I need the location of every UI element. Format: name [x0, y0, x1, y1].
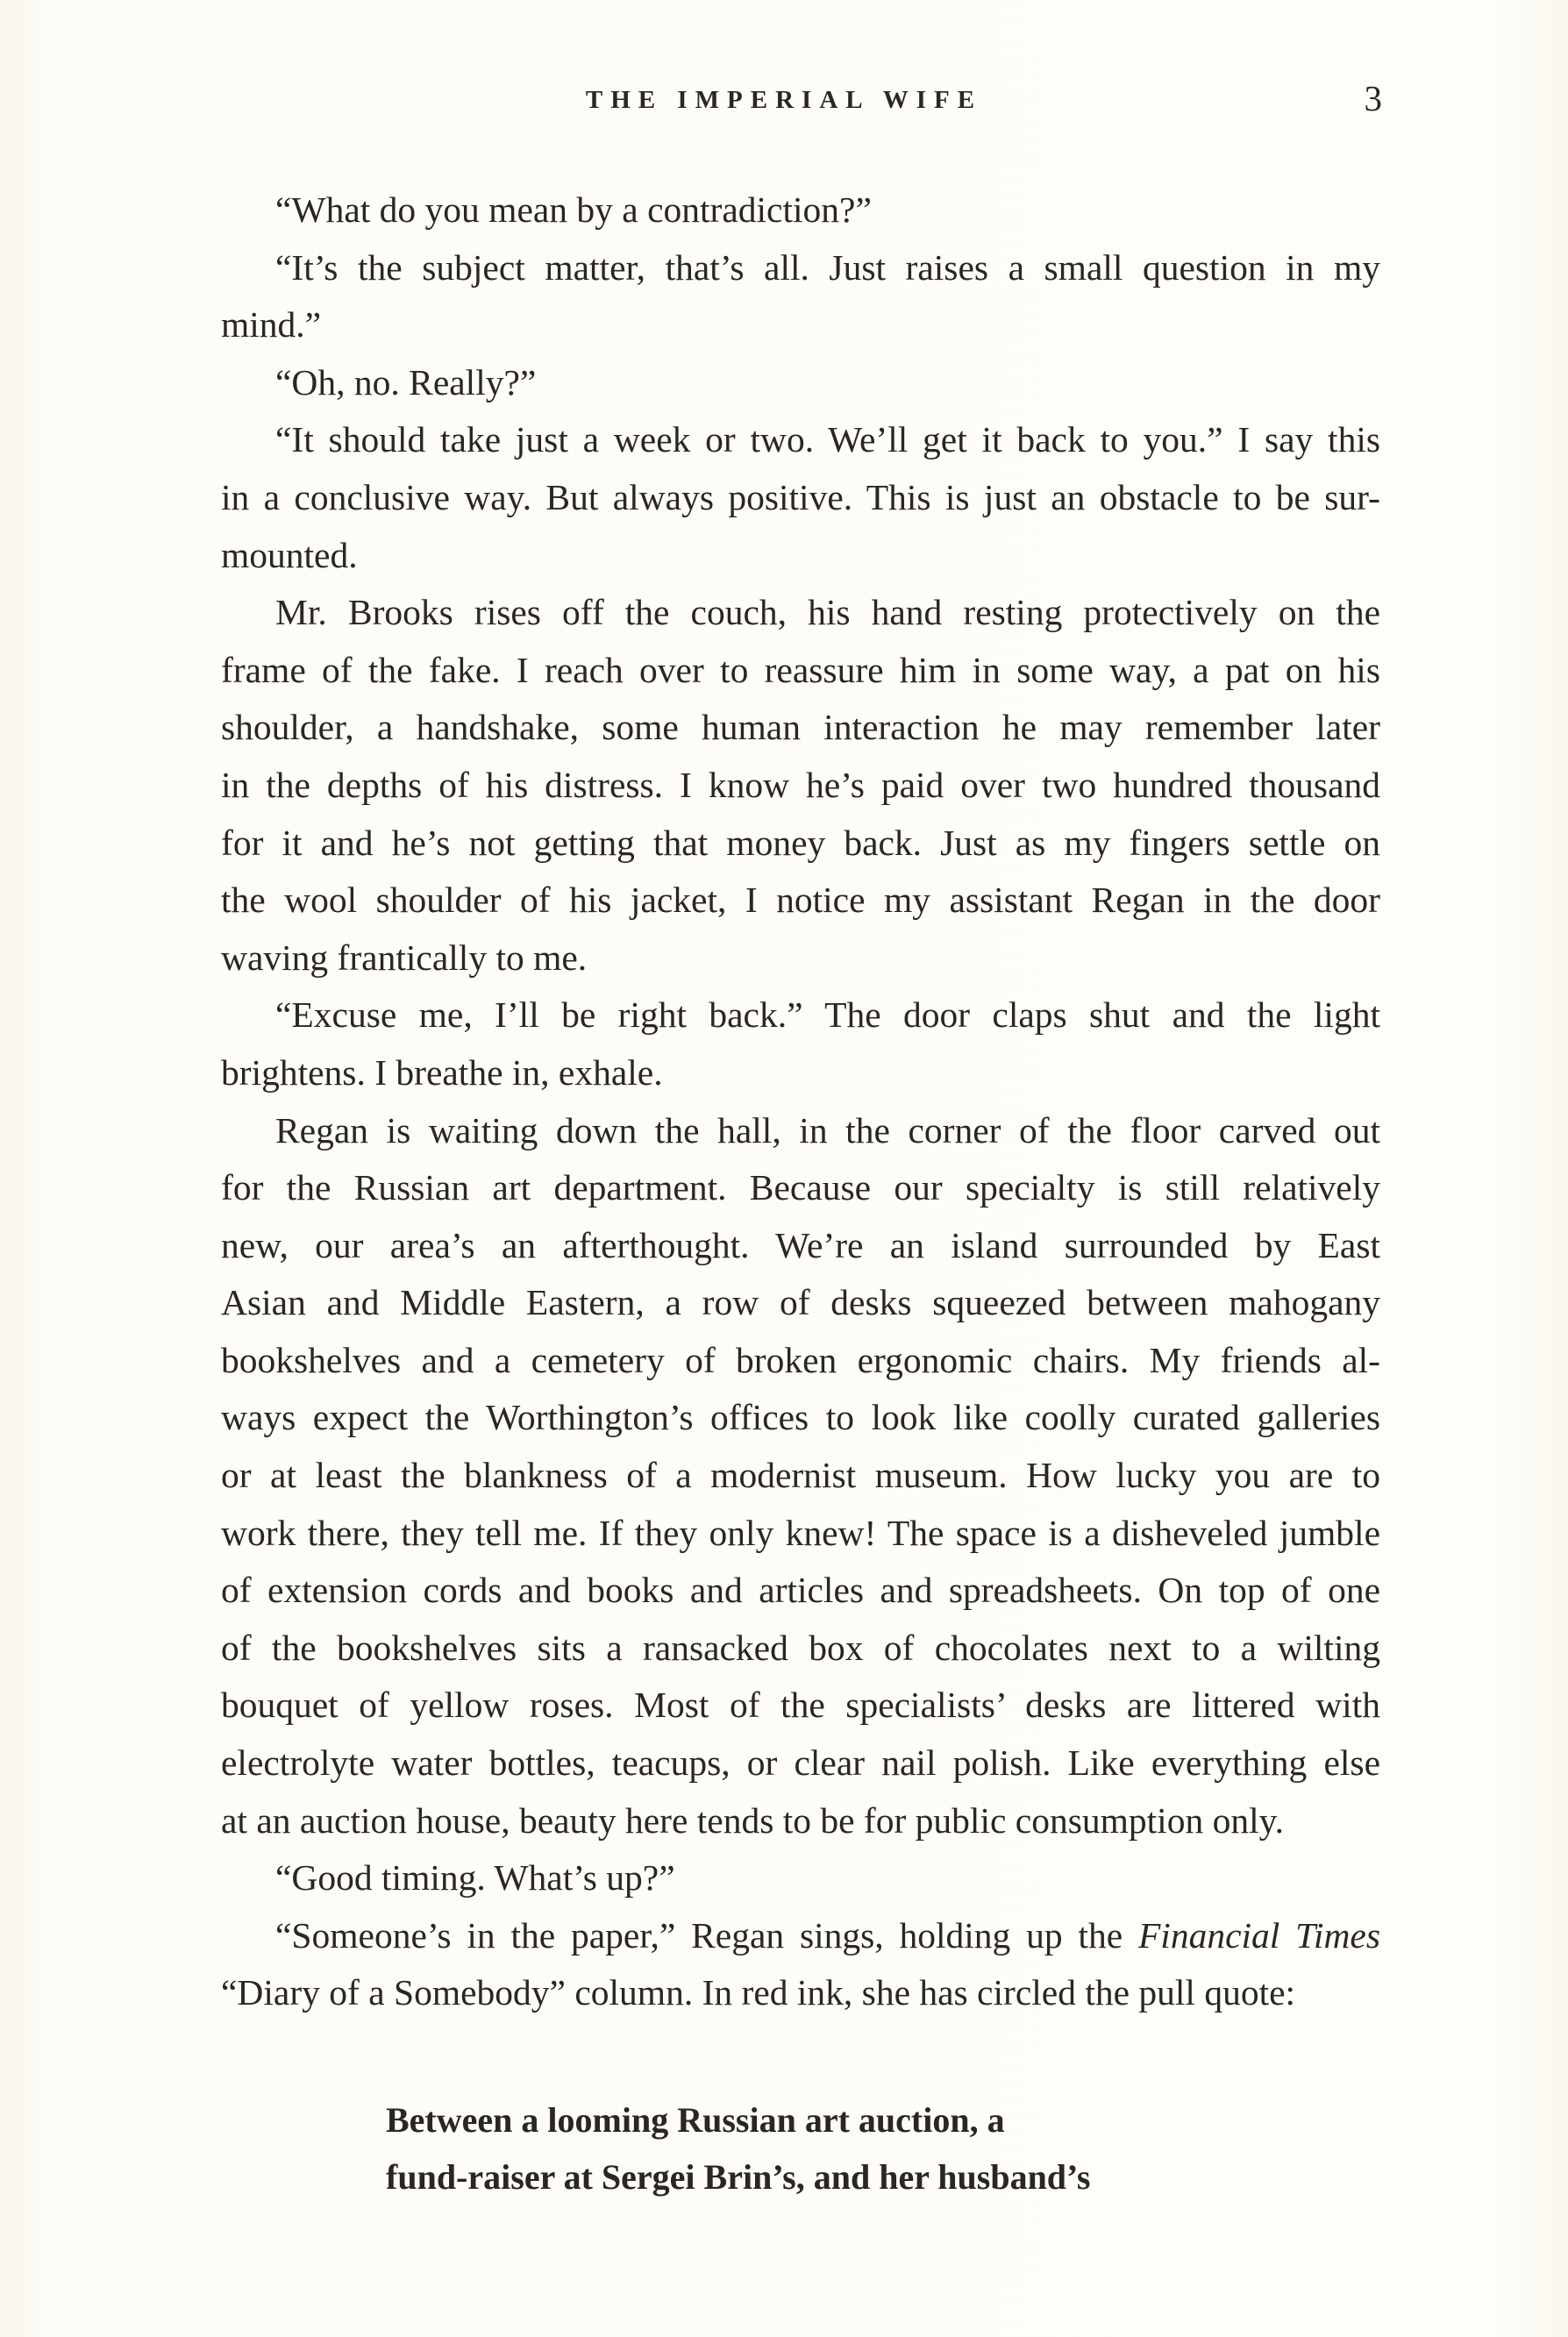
newspaper-title: Financial Times [1137, 1914, 1380, 1956]
text-line: the wool shoulder of his jacket, I notice my assistant Regan in the door [221, 880, 1380, 921]
text-line: Mr. Brooks rises off the couch, his hand resting protectively on the [275, 592, 1380, 633]
text-line-diary: “Diary of a Somebody” column. In red ink, she has circled the pull quote: [221, 1972, 1296, 2013]
text-line: at an auction house, beauty here tends to be for public consumption only. [221, 1799, 1285, 1841]
text-line: “It’s the subject matter, that’s all. Just raises a small question in my [275, 246, 1380, 288]
running-head [0, 78, 1568, 125]
text-line: new, our area’s an afterthought. We’re an island surrounded by East [221, 1224, 1380, 1265]
text-line: Asian and Middle Eastern, a row of desks squeezed between mahogany [221, 1282, 1380, 1323]
text-line: work there, they tell me. If they only knew! The space is a disheveled jumble [221, 1512, 1380, 1553]
page-number: 3 [1364, 78, 1382, 118]
text-line: ways expect the Worthington’s offices to look like coolly curated galleries [221, 1397, 1380, 1438]
text-line: frame of the fake. I reach over to reassure him in some way, a pat on his [221, 649, 1380, 690]
pull-quote-line: fund-raiser at Sergei Brin’s, and her husband’s [386, 2157, 1091, 2197]
text-line: waving frantically to me. [221, 937, 588, 978]
text-line: bookshelves and a cemetery of broken ergonomic chairs. My friends al- [221, 1339, 1380, 1380]
text-line: bouquet of yellow roses. Most of the specialists’ desks are littered with [221, 1685, 1380, 1726]
body-text [221, 182, 1380, 2022]
text-line: shoulder, a handshake, some human interaction he may remember later [221, 707, 1380, 748]
text-line: or at least the blankness of a modernist museum. How lucky you are to [221, 1455, 1380, 1496]
text-line: of extension cords and books and articles and spreadsheets. On top of one [221, 1570, 1380, 1611]
text-line-regan [221, 1907, 1380, 1965]
text-line: “What do you mean by a contradiction?” [275, 189, 872, 230]
text-line: mind.” [221, 304, 322, 346]
text-line: brightens. I breathe in, exhale. [221, 1051, 663, 1093]
text-line: mounted. [221, 534, 358, 575]
text-line: in a conclusive way. But always positive. This is just an obstacle to be sur- [221, 476, 1380, 517]
text-line: in the depths of his distress. I know he’s paid over two hundred thousand [221, 764, 1380, 805]
text-line: “Good timing. What’s up?” [275, 1857, 675, 1899]
pull-quote-line: Between a looming Russian art auction, a [386, 2100, 1005, 2140]
text-line: electrolyte water bottles, teacups, or clear nail polish. Like everything else [221, 1742, 1380, 1784]
text-line: Regan is waiting down the hall, in the corner of the floor carved out [275, 1109, 1380, 1151]
text-line: “It should take just a week or two. We’ll get it back to you.” I say this [275, 419, 1380, 460]
text-line: for it and he’s not getting that money back. Just as my fingers settle on [221, 822, 1380, 863]
text-line: for the Russian art department. Because our specialty is still relatively [221, 1167, 1380, 1208]
text-line: of the bookshelves sits a ransacked box of chocolates next to a wilting [221, 1627, 1380, 1668]
pull-quote [386, 2091, 1263, 2205]
text-line: “Oh, no. Really?” [275, 361, 537, 403]
text-line: “Excuse me, I’ll be right back.” The door claps shut and the light [275, 994, 1380, 1036]
running-title: THE IMPERIAL WIFE [585, 86, 983, 114]
regan-line-start: “Someone’s in the paper,” Regan sings, holding up the [275, 1914, 1138, 1956]
